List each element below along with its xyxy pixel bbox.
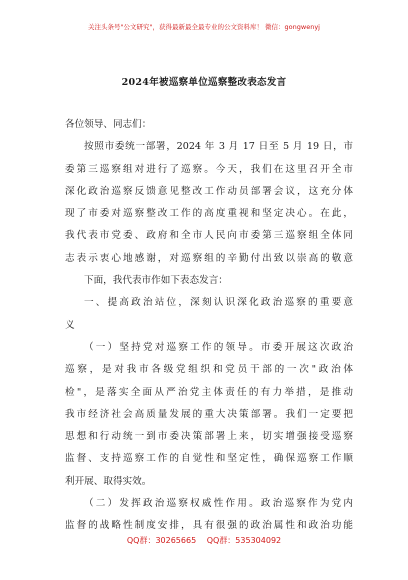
paragraph-lines: [65, 136, 353, 537]
text-line: 委第三巡察组对进行了巡察。今天，我们在这里召开全市: [65, 163, 353, 175]
text-line: 思想和行动统一到市委决策部署上来，切实增强接受巡察: [65, 431, 353, 443]
text-line: 巡察，是对我市各级党组织和党员干部的一次"政治体: [65, 364, 353, 376]
text-line: 现了市委对巡察整改工作的高度重视和坚定决心。在此，: [65, 208, 353, 220]
text-line: （一）坚持党对巡察工作的领导。市委开展这次政治: [84, 341, 353, 353]
text-line: 一、提高政治站位，深刻认识深化政治巡察的重要意: [84, 297, 353, 309]
text-line: 按照市委统一部署，2024 年 3 月 17 日至 5 月 19 日，市: [84, 141, 353, 153]
text-line: 义: [65, 319, 75, 331]
text-line: （二）发挥政治巡察权威性作用。政治巡察作为党内: [84, 498, 353, 510]
qq-group-1: QQ群：30265665: [126, 536, 197, 545]
text-line: 深化政治巡察反馈意见整改工作动员部署会议，这充分体: [65, 185, 353, 197]
page-title: 2024年被巡察单位巡察整改表态发言: [121, 77, 287, 88]
header-notice: 关注头条号"公文研究"，获得最新最全最专业的公文资料库！ 微信：gongwenyj: [88, 23, 320, 31]
text-line: 下面，我代表市作如下表态发言：: [84, 275, 228, 287]
text-line: 利开展、取得实效。: [65, 475, 152, 487]
text-line: 我市经济社会高质量发展的重大决策部署。我们一定要把: [65, 408, 353, 420]
salutation: 各位领导、同志们：: [65, 119, 152, 130]
qq-group-2: QQ群：535304092: [206, 536, 282, 545]
text-line: 检"，是落实全面从严治党主体责任的有力举措，是推动: [65, 386, 353, 398]
footer-contact: [0, 535, 408, 546]
document-body: [65, 114, 353, 538]
text-line: 我代表市党委、政府和全市人民向市委第三巡察组全体同: [65, 230, 353, 242]
text-line: 监督、支持巡察工作的自觉性和坚定性，确保巡察工作顺: [65, 453, 353, 465]
text-line: 志表示衷心地感谢，对巡察组的辛勤付出致以崇高的敬意: [65, 252, 353, 264]
text-line: 监督的战略性制度安排，具有很强的政治属性和政治功能: [65, 520, 353, 532]
